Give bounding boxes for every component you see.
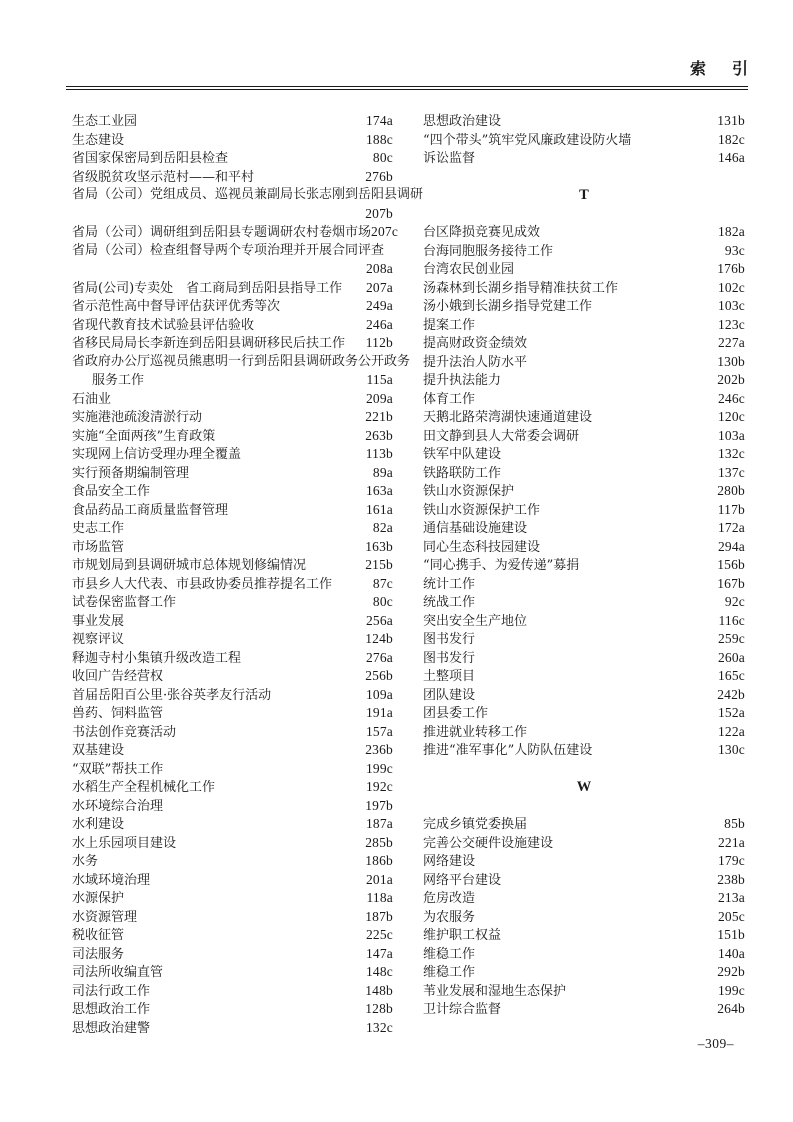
entry-page-ref: 249a bbox=[365, 298, 393, 313]
index-entry-row bbox=[72, 593, 393, 612]
entry-page-ref: 285b bbox=[365, 834, 393, 850]
index-entry-row bbox=[72, 834, 393, 853]
entry-page-ref: 179c bbox=[717, 853, 745, 868]
entry-text: 突出安全生产地位 bbox=[423, 613, 528, 629]
entry-text: 水稻生产全程机械化工作 bbox=[72, 780, 216, 795]
entry-text: 省政府办公厅巡视员熊惠明一行到岳阳县调研政务公开政务 bbox=[72, 353, 411, 369]
entry-page-ref: 89a bbox=[372, 464, 393, 480]
entry-text: 铁山水资源保护工作 bbox=[423, 502, 541, 518]
entry-text: 水务 bbox=[72, 854, 99, 869]
entry-page-ref: 192c bbox=[365, 779, 393, 794]
entry-text: 统计工作 bbox=[423, 576, 476, 592]
index-entry-row bbox=[423, 593, 745, 612]
entry-text: 台湾农民创业园 bbox=[423, 262, 515, 277]
entry-page-ref: 103a bbox=[717, 427, 745, 443]
entry-page-ref: 294a bbox=[717, 538, 745, 554]
index-entry-row bbox=[72, 149, 393, 168]
entry-page-ref: 236b bbox=[365, 742, 393, 757]
index-entry-row bbox=[72, 482, 393, 501]
index-entry-row bbox=[423, 963, 745, 982]
entry-text: 省局（公司）检查组督导两个专项治理并开展合同评查 bbox=[72, 242, 385, 258]
index-entry-row bbox=[423, 260, 745, 279]
index-entry-row bbox=[423, 427, 745, 446]
entry-page-ref: 102c bbox=[717, 279, 745, 295]
entry-page-ref: 221b bbox=[365, 409, 393, 424]
entry-text: 首届岳阳百公里·张谷英孝友行活动 bbox=[72, 687, 272, 703]
entry-page-ref: 147a bbox=[365, 945, 393, 961]
index-entry-row bbox=[72, 982, 393, 1001]
index-entry-row bbox=[72, 316, 393, 335]
entry-page-ref: 167b bbox=[717, 575, 745, 591]
entry-text: 试卷保密监督工作 bbox=[72, 595, 177, 610]
entry-text: 推进就业转移工作 bbox=[423, 724, 528, 740]
entry-text: 台海同胞服务接待工作 bbox=[423, 243, 554, 259]
index-entry-row bbox=[423, 445, 745, 464]
entry-text: 水域环境治理 bbox=[72, 872, 151, 888]
entry-text: 铁山水资源保护 bbox=[423, 484, 515, 499]
index-entry-row bbox=[72, 168, 393, 187]
entry-text: 市规划局到县调研城市总体规划修编情况 bbox=[72, 558, 307, 573]
entry-text: 维稳工作 bbox=[423, 965, 476, 980]
entry-page-ref: 137c bbox=[717, 464, 745, 480]
entry-page-ref: 109a bbox=[365, 686, 393, 702]
index-entry-row bbox=[423, 815, 745, 834]
entry-page-ref: 130b bbox=[717, 353, 745, 369]
entry-page-ref: 292b bbox=[717, 964, 745, 979]
entry-page-ref: 146a bbox=[717, 150, 745, 165]
index-entry-row bbox=[72, 667, 393, 686]
entry-page-ref: 148c bbox=[365, 964, 393, 979]
entry-page-ref: 213a bbox=[717, 890, 745, 905]
entry-text: 省国家保密局到岳阳县检查 bbox=[72, 151, 229, 166]
index-entry-row bbox=[72, 575, 393, 594]
entry-page-ref: 116c bbox=[718, 612, 745, 628]
index-entry-row bbox=[72, 723, 393, 742]
entry-page-ref: 140a bbox=[717, 945, 745, 961]
entry-text: 提升法治人防水平 bbox=[423, 354, 528, 370]
entry-page-ref: 191a bbox=[365, 705, 393, 720]
index-entry-row bbox=[72, 1019, 393, 1038]
entry-page-ref: 197b bbox=[365, 797, 393, 813]
entry-text: 双基建设 bbox=[72, 743, 125, 758]
entry-text: 台区降损竞赛见成效 bbox=[423, 225, 541, 240]
entry-text: 水环境综合治理 bbox=[72, 798, 164, 814]
index-entry-row bbox=[72, 334, 393, 353]
index-entry-row bbox=[423, 297, 745, 316]
entry-text: 汤小娥到长湖乡指导党建工作 bbox=[423, 299, 593, 314]
index-entry-row bbox=[423, 353, 745, 372]
entry-page-ref: 201a bbox=[365, 871, 393, 887]
entry-text: 提案工作 bbox=[423, 317, 476, 333]
index-entry-row bbox=[423, 242, 745, 261]
entry-text: 卫计综合监督 bbox=[423, 1002, 502, 1017]
entry-page-ref: 151b bbox=[717, 927, 745, 942]
index-entry-row bbox=[72, 797, 393, 816]
entry-text: “双联”帮扶工作 bbox=[72, 761, 164, 777]
entry-text: 提高财政资金绩效 bbox=[423, 336, 528, 351]
index-entry-row bbox=[72, 371, 393, 390]
index-entry-row bbox=[423, 501, 745, 520]
index-entry-row bbox=[72, 852, 393, 871]
index-column-left bbox=[72, 112, 424, 1037]
entry-text: 诉讼监督 bbox=[423, 151, 476, 166]
entry-page-ref: 187a bbox=[365, 816, 393, 831]
index-entry-row bbox=[423, 852, 745, 871]
entry-text: 同心生态科技园建设 bbox=[423, 539, 541, 555]
index-entry-row bbox=[423, 649, 745, 668]
index-entry-row bbox=[423, 279, 745, 298]
entry-page-ref: 148b bbox=[365, 982, 393, 998]
entry-text: 实行预备期编制管理 bbox=[72, 465, 190, 481]
index-entry-row bbox=[423, 575, 745, 594]
index-entry-row bbox=[72, 741, 393, 760]
entry-page-ref: 163a bbox=[365, 483, 393, 498]
index-entry-row bbox=[423, 667, 745, 686]
index-entry-row bbox=[72, 908, 393, 927]
entry-page-ref: 202b bbox=[717, 372, 745, 387]
entry-page-ref: 123c bbox=[717, 316, 745, 332]
entry-text: 省现代教育技术试验县评估验收 bbox=[72, 317, 255, 333]
index-entry-row bbox=[72, 186, 424, 205]
index-entry-row bbox=[423, 834, 745, 853]
entry-text: 市场监管 bbox=[72, 539, 125, 555]
entry-text: 兽药、饲料监管 bbox=[72, 706, 164, 721]
index-entry-row bbox=[423, 408, 745, 427]
entry-text: 天鹅北路荣湾湖快速通道建设 bbox=[423, 410, 593, 425]
blank-row bbox=[423, 760, 745, 779]
entry-page-ref: 112b bbox=[365, 335, 393, 350]
entry-page-ref: 186b bbox=[365, 853, 393, 868]
index-entry-row bbox=[423, 889, 745, 908]
index-entry-row bbox=[72, 686, 393, 705]
entry-page-ref: 103c bbox=[717, 298, 745, 313]
entry-text: 省局（公司）党组成员、巡视员兼副局长张志刚到岳阳县调研 bbox=[72, 187, 424, 202]
entry-text: 服务工作 bbox=[92, 373, 145, 388]
entry-text: 实施港池疏浚清淤行动 bbox=[72, 410, 203, 425]
entry-text: 生态工业园 bbox=[72, 114, 138, 129]
index-entry-row bbox=[72, 223, 399, 242]
index-entry-row bbox=[423, 316, 745, 335]
entry-text: 市县乡人大代表、市县政协委员推荐提名工作 bbox=[72, 576, 333, 592]
entry-text: “同心携手、为爱传递”募捐 bbox=[423, 558, 580, 573]
page-number: –309– bbox=[697, 1036, 734, 1051]
entry-page-ref: 215b bbox=[365, 557, 393, 572]
entry-page-ref: 132c bbox=[365, 1019, 393, 1035]
entry-page-ref: 225c bbox=[365, 927, 393, 942]
entry-text: 为农服务 bbox=[423, 909, 476, 925]
entry-page-ref: 259c bbox=[717, 631, 745, 646]
entry-page-ref: 199c bbox=[717, 982, 745, 998]
entry-page-ref: 207a bbox=[365, 279, 393, 295]
entry-page-ref: 260a bbox=[717, 649, 745, 665]
entry-text: 视察评议 bbox=[72, 632, 125, 647]
entry-text: 司法服务 bbox=[72, 946, 125, 962]
index-pagenum-row bbox=[72, 260, 393, 279]
entry-text: 省局（公司）调研组到岳阳县专题调研农村卷烟市场 bbox=[72, 225, 372, 240]
entry-text: 维稳工作 bbox=[423, 946, 476, 962]
entry-page-ref: 156b bbox=[717, 557, 745, 572]
index-entry-row bbox=[72, 427, 393, 446]
entry-text: 体育工作 bbox=[423, 391, 476, 407]
entry-text: 提升执法能力 bbox=[423, 373, 502, 388]
entry-text: 网络平台建设 bbox=[423, 872, 502, 888]
entry-page-ref: 280b bbox=[717, 483, 745, 498]
section-letter bbox=[423, 186, 745, 205]
entry-page-ref: 276b bbox=[365, 168, 393, 184]
index-columns bbox=[72, 112, 745, 1037]
section-letter bbox=[423, 778, 745, 797]
index-entry-row bbox=[423, 612, 745, 631]
entry-page-ref: 128b bbox=[365, 1001, 393, 1016]
index-entry-row bbox=[72, 501, 393, 520]
entry-page-ref: 161a bbox=[365, 501, 393, 517]
entry-text: 水上乐园项目建设 bbox=[72, 835, 177, 851]
entry-page-ref: 80c bbox=[372, 594, 393, 609]
entry-page-ref: 187b bbox=[365, 908, 393, 924]
index-entry-row bbox=[72, 242, 393, 261]
entry-page-ref: 132c bbox=[717, 446, 745, 461]
entry-text: 释迦寺村小集镇升级改造工程 bbox=[72, 650, 242, 666]
entry-text: 省示范性高中督导评估获评优秀等次 bbox=[72, 299, 281, 314]
entry-text: 石油业 bbox=[72, 391, 112, 407]
entry-text: 铁军中队建设 bbox=[423, 447, 502, 462]
entry-page-ref: 263b bbox=[365, 427, 393, 443]
index-entry-row bbox=[72, 445, 393, 464]
entry-text: 完成乡镇党委换届 bbox=[423, 817, 528, 832]
index-entry-row bbox=[423, 131, 745, 150]
entry-page-ref: 131b bbox=[717, 113, 745, 128]
entry-page-ref: 174a bbox=[365, 113, 393, 128]
index-pagenum-row bbox=[72, 205, 393, 224]
entry-page-ref: 276a bbox=[365, 649, 393, 665]
entry-page-ref: 176b bbox=[717, 261, 745, 276]
index-entry-row bbox=[72, 630, 393, 649]
index-entry-row bbox=[72, 963, 393, 982]
entry-page-ref: 172a bbox=[717, 520, 745, 535]
entry-page-ref: 93c bbox=[724, 242, 745, 258]
section-letter-label: T bbox=[579, 187, 589, 203]
entry-text: 书法创作竞赛活动 bbox=[72, 724, 177, 740]
entry-page-ref: 163b bbox=[365, 538, 393, 554]
index-entry-row bbox=[72, 1000, 393, 1019]
index-entry-row bbox=[72, 945, 393, 964]
entry-text: 司法所收编直管 bbox=[72, 965, 164, 980]
entry-text: 司法行政工作 bbox=[72, 983, 151, 999]
index-entry-row bbox=[72, 408, 393, 427]
index-entry-row bbox=[72, 778, 393, 797]
entry-page-ref: 130c bbox=[717, 742, 745, 757]
index-entry-row bbox=[72, 926, 393, 945]
entry-page-ref: 80c bbox=[372, 150, 393, 165]
index-entry-row bbox=[423, 908, 745, 927]
entry-text: 图书发行 bbox=[423, 632, 476, 647]
entry-text: 收回广告经营权 bbox=[72, 669, 164, 684]
entry-page-ref: 87c bbox=[372, 575, 393, 591]
entry-text: 危房改造 bbox=[423, 891, 476, 906]
index-entry-row bbox=[72, 649, 393, 668]
entry-text: 统战工作 bbox=[423, 595, 476, 610]
entry-page-ref: 246a bbox=[365, 316, 393, 332]
index-entry-row bbox=[423, 630, 745, 649]
entry-text: 图书发行 bbox=[423, 650, 476, 666]
entry-text: 团队建设 bbox=[423, 687, 476, 703]
index-entry-row bbox=[423, 223, 745, 242]
entry-page-ref: 207c bbox=[371, 224, 399, 239]
entry-text: 食品安全工作 bbox=[72, 484, 151, 499]
entry-page-ref: 256b bbox=[365, 668, 393, 683]
entry-page-ref: 227a bbox=[717, 335, 745, 350]
entry-page-ref: 209a bbox=[365, 390, 393, 406]
index-entry-row bbox=[72, 871, 393, 890]
entry-page-ref: 152a bbox=[717, 705, 745, 720]
entry-page-ref: 113b bbox=[365, 446, 393, 461]
entry-text: 思想政治建警 bbox=[72, 1020, 151, 1036]
index-entry-row bbox=[72, 704, 393, 723]
index-entry-row bbox=[72, 612, 393, 631]
entry-text: 团县委工作 bbox=[423, 706, 489, 721]
index-entry-row bbox=[423, 538, 745, 557]
entry-page-ref: 208a bbox=[365, 261, 393, 276]
entry-page-ref: 182a bbox=[717, 224, 745, 239]
index-entry-row bbox=[72, 390, 393, 409]
entry-text: 网络建设 bbox=[423, 854, 476, 869]
index-entry-row bbox=[72, 519, 393, 538]
index-entry-row bbox=[423, 482, 745, 501]
entry-text: 水资源管理 bbox=[72, 909, 138, 925]
entry-text: 省级脱贫攻坚示范村——和平村 bbox=[72, 169, 255, 185]
index-entry-row bbox=[423, 390, 745, 409]
entry-page-ref: 117b bbox=[717, 501, 745, 517]
entry-text: 生态建设 bbox=[72, 132, 125, 148]
entry-text: 苇业发展和湿地生态保护 bbox=[423, 983, 567, 999]
header-rule bbox=[66, 86, 748, 90]
entry-page-ref: 92c bbox=[724, 594, 745, 609]
entry-text: 省局(公司)专卖处 省工商局到岳阳县指导工作 bbox=[72, 280, 343, 296]
index-entry-row bbox=[423, 371, 745, 390]
entry-text: 推进“准军事化”人防队伍建设 bbox=[423, 743, 593, 758]
entry-text: 实现网上信访受理办理全覆盖 bbox=[72, 447, 242, 462]
index-entry-row bbox=[423, 741, 745, 760]
index-entry-row bbox=[72, 538, 393, 557]
index-entry-row bbox=[423, 723, 745, 742]
entry-page-ref: 221a bbox=[717, 834, 745, 850]
entry-page-ref: 238b bbox=[717, 871, 745, 887]
index-column-right bbox=[423, 112, 745, 1037]
entry-page-ref: 124b bbox=[365, 631, 393, 646]
index-entry-row bbox=[423, 464, 745, 483]
index-entry-row bbox=[72, 815, 393, 834]
entry-page-ref: 205c bbox=[717, 908, 745, 924]
entry-text: 省移民局局长李新连到岳阳县调研移民后扶工作 bbox=[72, 336, 346, 351]
entry-page-ref: 246c bbox=[717, 390, 745, 406]
entry-text: 史志工作 bbox=[72, 521, 125, 536]
entry-text: 土整项目 bbox=[423, 669, 476, 684]
entry-page-ref: 256a bbox=[365, 612, 393, 628]
entry-text: 事业发展 bbox=[72, 613, 125, 629]
page-header-title: 索 引 bbox=[689, 59, 753, 78]
index-entry-row bbox=[423, 871, 745, 890]
entry-page-ref: 264b bbox=[717, 1001, 745, 1016]
entry-page-ref: 199c bbox=[365, 760, 393, 776]
entry-text: 完善公交硬件设施建设 bbox=[423, 835, 554, 851]
entry-text: 思想政治工作 bbox=[72, 1002, 151, 1017]
blank-row bbox=[423, 168, 745, 187]
index-entry-row bbox=[72, 760, 393, 779]
entry-text: 水源保护 bbox=[72, 891, 125, 906]
entry-page-ref: 120c bbox=[717, 409, 745, 424]
entry-text: 食品药品工商质量监督管理 bbox=[72, 502, 229, 518]
index-entry-row bbox=[423, 982, 745, 1001]
blank-row bbox=[423, 797, 745, 816]
entry-text: 维护职工权益 bbox=[423, 928, 502, 943]
entry-page-ref: 242b bbox=[717, 686, 745, 702]
index-entry-row bbox=[72, 464, 393, 483]
entry-text: 通信基础设施建设 bbox=[423, 521, 528, 536]
entry-text: 田文静到县人大常委会调研 bbox=[423, 428, 580, 444]
index-entry-row bbox=[423, 556, 745, 575]
entry-page-ref: 85b bbox=[724, 816, 745, 831]
index-entry-row bbox=[72, 279, 393, 298]
entry-text: 汤森林到长湖乡指导精准扶贫工作 bbox=[423, 280, 619, 296]
entry-page-ref: 157a bbox=[365, 723, 393, 739]
entry-text: 思想政治建设 bbox=[423, 114, 502, 129]
index-entry-row bbox=[423, 1000, 745, 1019]
index-entry-row bbox=[72, 112, 393, 131]
index-entry-row bbox=[423, 686, 745, 705]
index-entry-row bbox=[72, 556, 393, 575]
index-entry-row bbox=[423, 112, 745, 131]
entry-text: 实施“全面两孩”生育政策 bbox=[72, 428, 216, 444]
index-entry-row bbox=[72, 297, 393, 316]
entry-page-ref: 118a bbox=[366, 890, 393, 905]
index-entry-row bbox=[423, 704, 745, 723]
index-entry-row bbox=[423, 334, 745, 353]
blank-row bbox=[423, 205, 745, 224]
entry-text: 水利建设 bbox=[72, 817, 125, 832]
index-entry-row bbox=[72, 353, 411, 372]
index-entry-row bbox=[423, 519, 745, 538]
index-entry-row bbox=[423, 926, 745, 945]
entry-page-ref: 122a bbox=[717, 723, 745, 739]
entry-text: 税收征管 bbox=[72, 928, 125, 943]
section-letter-label: W bbox=[576, 779, 592, 795]
entry-page-ref: 182c bbox=[717, 131, 745, 147]
entry-page-ref: 165c bbox=[717, 668, 745, 683]
index-entry-row bbox=[72, 889, 393, 908]
entry-page-ref: 82a bbox=[372, 520, 393, 535]
entry-page-ref: 207b bbox=[365, 205, 393, 221]
index-entry-row bbox=[72, 131, 393, 150]
index-entry-row bbox=[423, 149, 745, 168]
entry-page-ref: 115a bbox=[366, 372, 393, 387]
index-entry-row bbox=[423, 945, 745, 964]
entry-text: 铁路联防工作 bbox=[423, 465, 502, 481]
entry-page-ref: 188c bbox=[365, 131, 393, 147]
entry-text: “四个带头”筑牢党风廉政建设防火墙 bbox=[423, 132, 632, 148]
